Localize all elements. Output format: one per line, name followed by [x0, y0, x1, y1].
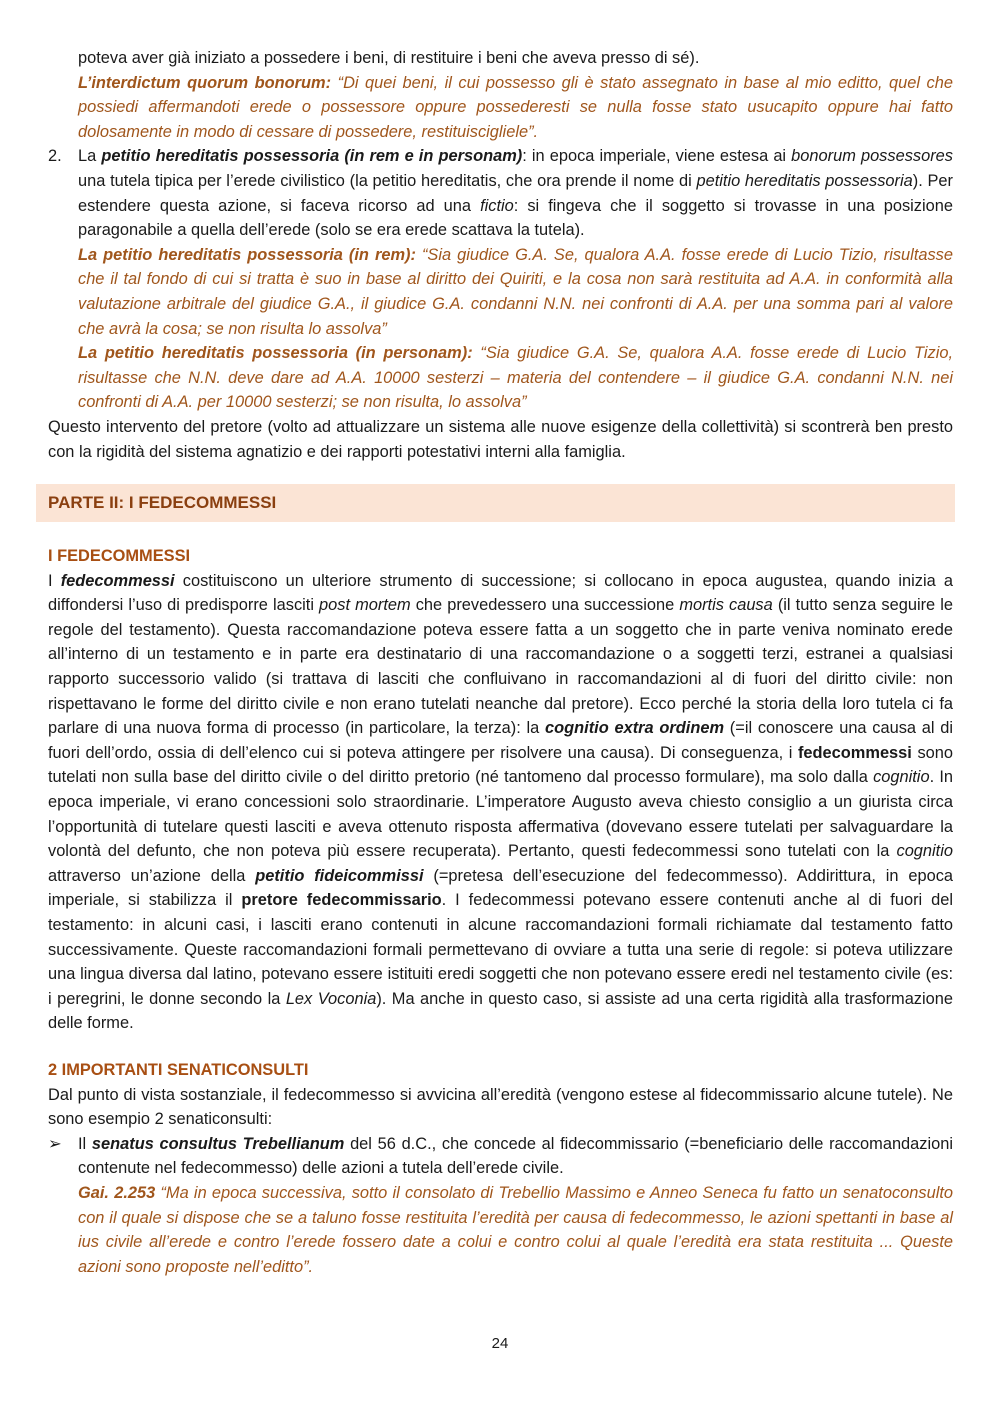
- list-item-2: [48, 144, 953, 415]
- gaius-quote: [78, 1181, 953, 1279]
- term-petitio-possessoria: petitio hereditatis possessoria (in rem e in personam): [101, 147, 523, 166]
- list-number: 2.: [48, 147, 62, 166]
- term-bonorum-possessores: bonorum possessores: [791, 147, 953, 166]
- term-fedecommessi: fedecommessi: [60, 571, 175, 590]
- term-lex-voconia: Lex Voconia: [285, 989, 377, 1008]
- text-run: (il tutto senza seguire le regole del testamento). Questa raccomandazione poteva essere fatta a un soggetto che in parte veniva nominato erede all’interno di un testamento e in parte era destinatario di una raccomandazione o a soggetti terzi, estranei a qualsiasi rapporto successorio valido (si trattava di lasciti che confluivano in raccomandazioni al di fuori del diritto civile: non rispettavano le forme del diritto civile e non erano tutelati neanche dal pretore). Ecco perché la storia della loro tutela ci fa parlare di una nuova forma di processo (in particolare, la terza): la: [48, 596, 953, 738]
- term-post-mortem: post mortem: [319, 596, 411, 615]
- text-run: attraverso un’azione della: [48, 866, 256, 885]
- term-cognitio-extra-ordinem: cognitio extra ordinem: [545, 719, 725, 738]
- text-run: sono tutelati non sulla base del diritto civile o del diritto pretorio (né tantomeno dal processo formulare), ma solo dalla: [48, 743, 953, 787]
- quote-in-personam: [78, 341, 953, 415]
- spacer: [48, 1036, 953, 1058]
- text-run: ). Ma anche in questo caso, si assiste ad una certa rigidità alla trasformazione delle forme.: [48, 989, 953, 1033]
- interdictum-quote-label: L’interdictum quorum bonorum:: [78, 73, 332, 92]
- quote-in-personam-text: “Sia giudice G.A. Se, qualora A.A. fosse erede di Lucio Tizio, risultasse che N.N. deve dare ad A.A. 10000 sesterzi – materia del contendere – il giudice G.A. condanni N.N. nei confronti di A.A. per 10000 sesterzi; se non risulta, lo assolva”: [78, 344, 954, 412]
- section-heading-senaticonsulti: 2 IMPORTANTI SENATICONSULTI: [48, 1060, 309, 1079]
- text-run: ). Per estendere questa azione, si faceva ricorso ad una: [78, 171, 953, 215]
- intro-line: poteva aver già iniziato a possedere i beni, di restituire i beni che aveva presso di sé).: [78, 49, 700, 67]
- text-run: una tutela tipica per l’erede civilistico (la petitio hereditatis, che ora prende il nome di: [78, 171, 697, 190]
- gaius-quote-label: Gai. 2.253: [78, 1183, 156, 1202]
- term-mortis-causa: mortis causa: [679, 596, 773, 615]
- bullet-text: [78, 1132, 953, 1181]
- term-cognitio: cognitio: [873, 768, 930, 787]
- term-petitio-fideicommissi: petitio fideicommissi: [255, 866, 424, 885]
- text-run: La: [78, 147, 102, 166]
- text-run: : in epoca imperiale, viene estesa ai: [522, 147, 792, 166]
- bullet-item-trebellianum: [48, 1132, 953, 1280]
- list-item-2-text: [78, 144, 953, 242]
- section-heading-fedecommessi: I FEDECOMMESSI: [48, 547, 191, 566]
- term-fictio: fictio: [480, 196, 514, 215]
- text-run: Il: [78, 1134, 92, 1153]
- senaticonsulti-intro: Dal punto di vista sostanziale, il fedecommesso si avvicina all’eredità (vengono estese al fidecommissario alcune tutele). Ne sono esempio 2 senaticonsulti:: [48, 1085, 953, 1129]
- closing-paragraph: Questo intervento del pretore (volto ad attualizzare un sistema alle nuove esigenze della collettività) si scontrerà ben presto con la rigidità del sistema agnatizio e dei rapporti potestativi interni alla famiglia.: [48, 417, 953, 461]
- gaius-quote-text: “Ma in epoca successiva, sotto il consolato di Trebellio Massimo e Anneo Seneca fu fatto un senatoconsulto con il quale si dispose che se a taluno fosse restituita l’eredità per causa di fedecommesso, le azioni spettanti in base al ius civile all’erede e contro l’erede fossero date a colui e contro colui al quale l’eredità era stata restituita ... Queste azioni sono proposte nell’editto”.: [78, 1183, 953, 1276]
- interdictum-quote: [48, 71, 953, 145]
- term-cognitio: cognitio: [896, 842, 953, 861]
- term-petitio-hereditatis: petitio hereditatis possessoria: [696, 171, 913, 190]
- arrow-bullet-icon: ➢: [48, 1134, 62, 1153]
- page-number: 24: [491, 1335, 509, 1352]
- text-run: che prevedessero una successione: [410, 596, 680, 615]
- text-run: (=pretesa dell’esecuzione del fedecommesso). Addirittura, in epoca imperiale, si stabilizza il: [48, 866, 954, 910]
- page-content: [48, 46, 953, 1279]
- text-run: (=il conoscere una causa al di fuori dell’ordo, ossia di dell’elenco cui si poteva attingere per risolvere una causa). Di conseguenza, i: [48, 719, 953, 762]
- quote-in-rem-label: La petitio hereditatis possessoria (in rem):: [78, 245, 416, 264]
- text-run: : si fingeva che il soggetto si trovasse in una posizione paragonabile a quella dell’erede (solo se era erede scattava la tutela).: [78, 196, 953, 240]
- quote-in-rem-text: “Sia giudice G.A. Se, qualora A.A. fosse erede di Lucio Tizio, risultasse che il tal fondo di cui si tratta è suo in base al diritto dei Quiriti, e la cosa non sarà restituita ad A.A. in conformità alla valutazione arbitrale del giudice G.A., il giudice G.A. condanni N.N. nei confronti di A.A. per una somma pari al valore che avrà la cosa; se non risulta lo assolva”: [78, 245, 953, 338]
- interdictum-quote-text: “Di quei beni, il cui possesso gli è stato assegnato in base al mio editto, quel che possiedi affermandoti erede o possessore oppure possederesti se nulla fosse stato usucapito oppure hai fatto dolosamente in modo di cessare di possedere, restituiscigliele”.: [78, 73, 953, 141]
- term-senatus-consultus: senatus consultus Trebellianum: [91, 1134, 345, 1153]
- term-fedecommessi-bold: fedecommessi: [797, 743, 912, 762]
- quote-in-personam-label: La petitio hereditatis possessoria (in personam):: [78, 344, 473, 363]
- text-run: costituiscono un ulteriore strumento di successione; si collocano in epoca augustea, quando inizia a diffondersi l’uso di predisporre lasciti: [48, 571, 954, 615]
- part-banner: PARTE II: I FEDECOMMESSI: [36, 484, 955, 522]
- text-run: I: [48, 571, 61, 590]
- text-run: del 56 d.C., che concede al fidecommissario (=beneficiario delle raccomandazioni contenute nel fedecommesso) delle azioni a tutela dell’erede civile.: [78, 1134, 954, 1178]
- text-run: . In epoca imperiale, vi erano concessioni solo straordinarie. L’imperatore Augusto aveva chiesto consiglio a un giurista circa l’opportunità di tutelare questi lasciti e aveva ottenuto risposta affermativa (dovevano essere tutelati per salvaguardare la volontà del defunto, che non poteva più essere recuperata). Pertanto, questi fedecommessi sono tutelati con la: [48, 768, 953, 861]
- fedecommessi-paragraph: [48, 569, 953, 1036]
- quote-in-rem: [78, 243, 953, 341]
- text-run: . I fedecommessi potevano essere contenuti anche al di fuori del testamento: in alcuni casi, i lasciti erano contenuti in alcune raccomandazioni formali richiamate dal testamento fatto successivamente. Queste raccomandazioni formali permettevano di ovviare a tutta una serie di regole: si poteva utilizzare una lingua diversa dal latino, potevano essere istituiti eredi soggetti che non potevano essere eredi nel testamento civile (es: i peregrini, le donne secondo la: [48, 891, 953, 1008]
- term-pretore-fedecommissario: pretore fedecommissario: [241, 891, 442, 910]
